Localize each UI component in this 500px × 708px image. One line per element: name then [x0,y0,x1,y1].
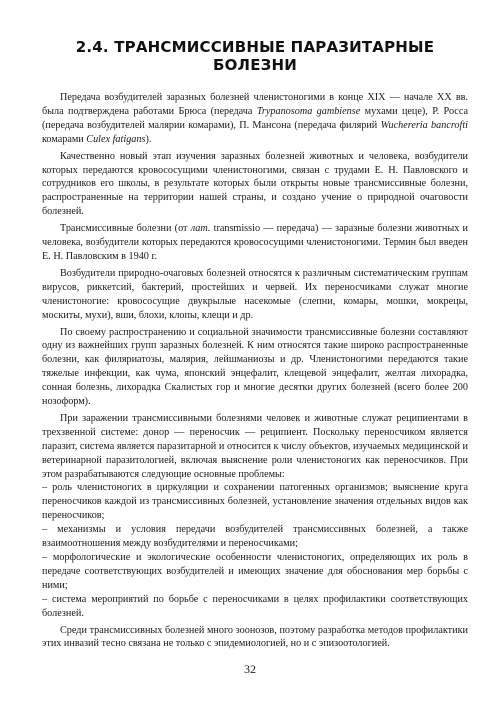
paragraph-zoonoses: Среди трансмиссивных болезней много зоонозов, поэтому разработка методов профилактики этих инвазий тесно связана не только с эпидемиологией, но и с эпизоотологией. [42,624,468,650]
species-name: Trypanosoma gambiense [256,105,361,117]
latin-abbreviation: лат. [190,223,211,235]
paragraph-pavlovsky: Качественно новый этап изучения заразных болезней животных и человека, возбудители которых передаются кровососущими членистоногими, связан с трудами Е. Н. Павловского и сотрудников его школы, в результате которых были открыты новые трансмиссивные болезни, распространенные на территории нашей страны, и создано учение о природной очаговости болезней. [42,150,468,218]
species-name: Culex fatigans [86,133,146,145]
problem-item: – механизмы и условия передачи возбудителей трансмиссивных болезней, а также взаимоотношения между возбудителями и переносчиками; [42,524,468,550]
paragraph-significance: По своему распространению и социальной значимости трансмиссивные болезни составляют одну из важнейших групп заразных болезней. К ним относятся такие широко распространенные болезни, как филяриатозы, малярия, лейшманиозы и др. Членистоногими передаются такие тяжелые инфекции, как чума, японский энцефалит, клещевой энцефалит, желтая лихорадка, сонная болезнь, лихорадка Скалистых гор и многие десятки других болезней (всего более 200 нозоформ). [42,326,468,408]
page-number: 32 [244,662,256,676]
paragraph-three-link-system: При заражении трансмиссивными болезнями человек и животные служат реципиентами в трехзвенной системе: донор — переносчик — реципиент. Поскольку переносчиком является паразит, система является паразитарной и относится к числу объектов, изучаемых медицинской и ветеринарной паразитологией, включая выяснение роли членистоногих как переносчиков. При этом разрабатываются следующие основные проблемы: [42,412,468,480]
paragraph-history: Передача возбудителей заразных болезней членистоногими в конце XIX — начале XX вв. была подтверждена работами Брюса (передача Trypanosoma gambiense мухами цеце), Р. Росса (передача возбудителей малярии комарами), П. Мансона (передача филярий Wuchereria bancrofti комарами Culex fatigans). [42,92,469,145]
section-heading: 2.4. ТРАНСМИССИВНЫЕ ПАРАЗИТАРНЫЕ БОЛЕЗНИ [75,38,435,74]
problem-item: – система мероприятий по борьбе с переносчиками в целях профилактики соответствующих болезней. [42,593,468,619]
problem-item: – морфологические и экологические особенности членистоногих, определяющих их роль в передаче соответствующих возбудителей и имеющих значение для обоснования мер борьбы с ними; [42,552,468,591]
body-text [42,91,468,651]
paragraph-pathogens: Возбудители природно-очаговых болезней относятся к различным систематическим группам вирусов, риккетсий, бактерий, простейших и червей. Их переносчиками служат многие членистоногие: кровососущие двукрылые насекомые (слепни, комары, мошки, мокрецы, москиты, мухи), вши, блохи, клопы, клещи и др. [42,267,468,321]
species-name: Wuchereria bancrofti [380,119,469,131]
paragraph-definition: Трансмиссивные болезни (от лат. transmissio — передача) — заразные болезни животных и человека, возбудители которых передаются кровососущими членистоногими. Термин был введен Е. Н. Павловским в 1940 г. [42,223,468,262]
problem-item: – роль членистоногих в циркуляции и сохранении патогенных организмов; выяснение круга переносчиков каждой из трансмиссивных болезней, установление значения отдельных видов как переносчиков; [42,482,468,522]
